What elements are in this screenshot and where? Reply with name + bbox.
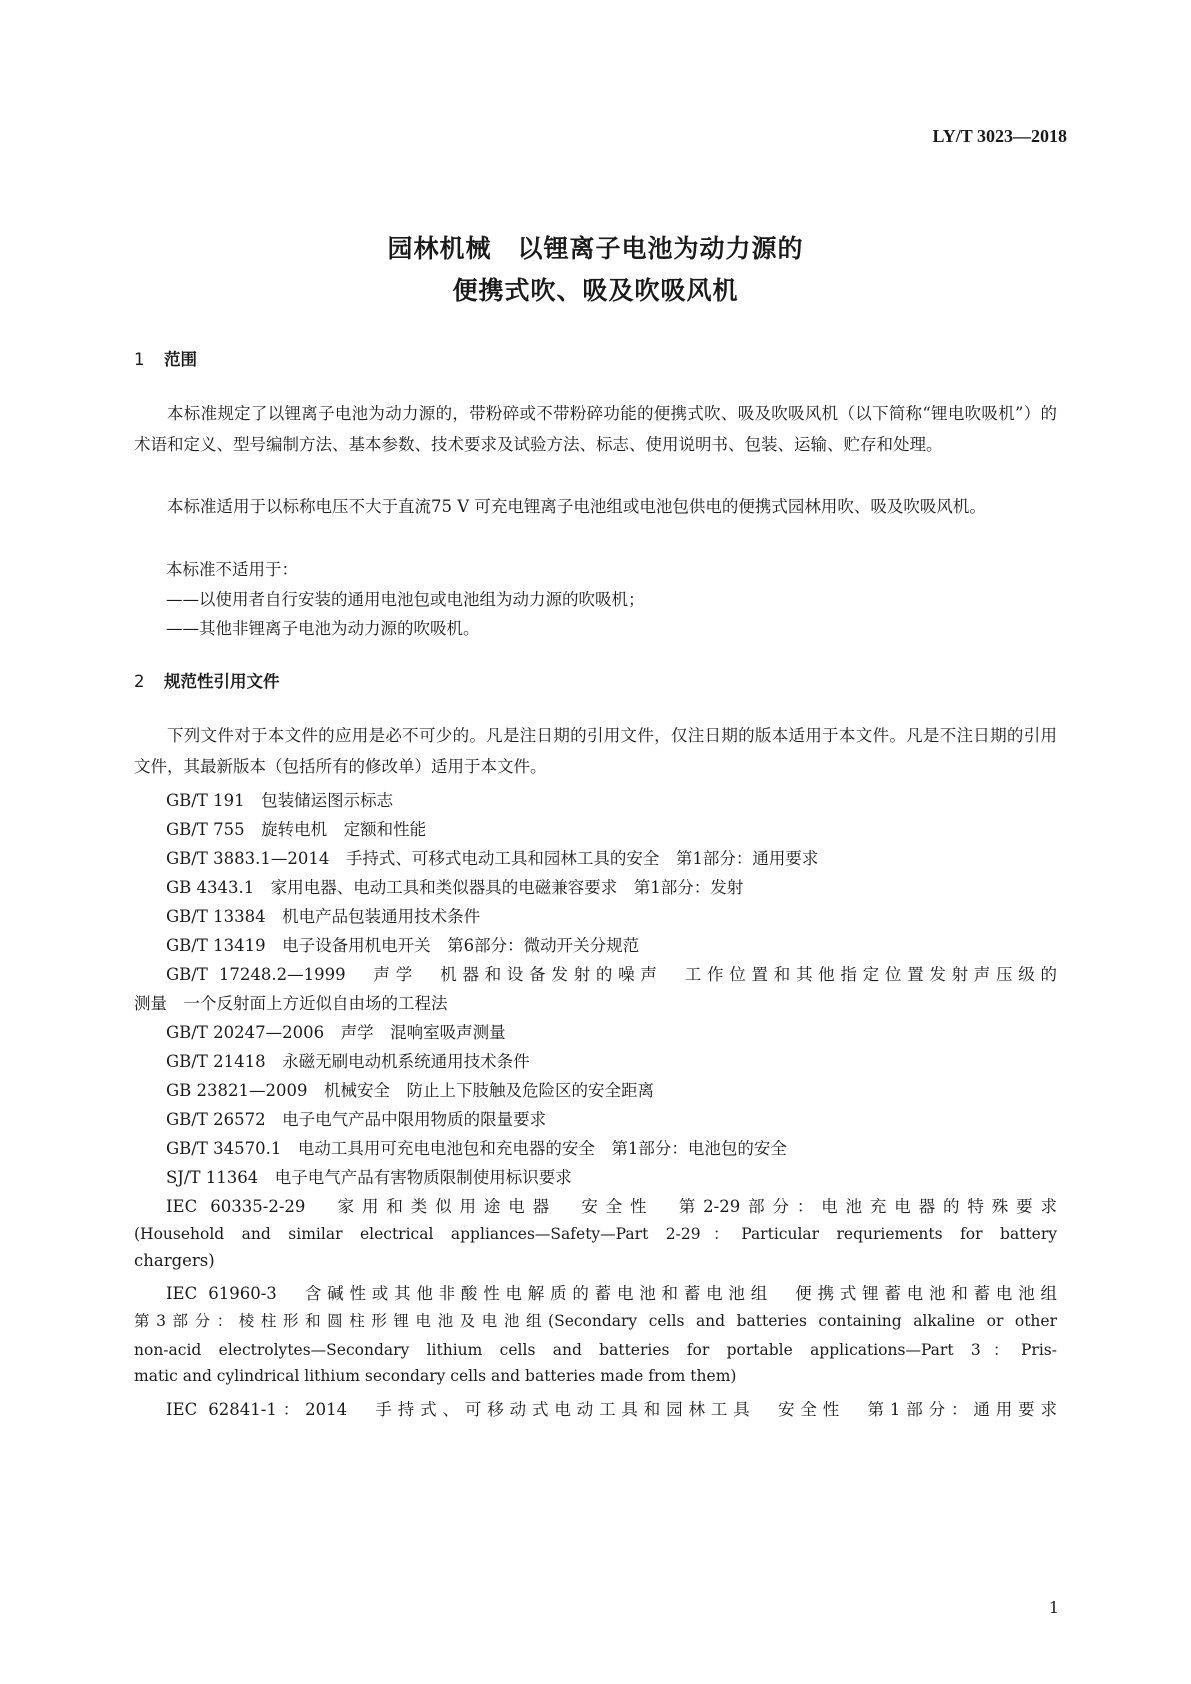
- reference-entry: GB/T 17248.2—1999 声学 机器和设备发射的噪声 工作位置和其他指定位置发射声压级的: [166, 965, 1057, 984]
- scope-exclusion-item: ——其他非锂离子电池为动力源的吹吸机。: [166, 619, 480, 638]
- section-title: 范围: [164, 350, 197, 369]
- section-number: 2: [134, 672, 145, 691]
- reference-entry: GB/T 13384 机电产品包装通用技术条件: [166, 907, 481, 926]
- reference-entry-continued: chargers): [134, 1251, 215, 1270]
- title-part-a: 园林机械: [387, 234, 492, 263]
- title-line-1: [0, 228, 1191, 270]
- standard-code: LY/T 3023—2018: [932, 126, 1067, 146]
- reference-entry: GB/T 34570.1 电动工具用可充电电池包和充电器的安全 第1部分：电池包的安全: [166, 1139, 787, 1158]
- reference-entry: GB 4343.1 家用电器、电动工具和类似器具的电磁兼容要求 第1部分：发射: [166, 878, 744, 897]
- reference-entry: GB/T 21418 永磁无刷电动机系统通用技术条件: [166, 1052, 530, 1071]
- reference-entry: IEC 60335-2-29 家用和类似用途电器 安全性 第2-29部分：电池充电器的特殊要求: [166, 1197, 1057, 1216]
- reference-entry: GB/T 26572 电子电气产品中限用物质的限量要求: [166, 1110, 547, 1129]
- reference-entry: GB/T 20247—2006 声学 混响室吸声测量: [166, 1023, 506, 1042]
- reference-entry-continued: 第3部分：棱柱形和圆柱形锂电池及电池组(Secondary cells and batteries containing alkaline or other: [134, 1312, 1057, 1330]
- reference-entry: IEC 62841-1：2014 手持式、可移动式电动工具和园林工具 安全性 第1部分：通用要求: [166, 1400, 1057, 1419]
- reference-entry-continued: non-acid electrolytes—Secondary lithium cells and batteries for portable applications—Part 3：Pris-: [134, 1341, 1057, 1359]
- page-number: 1: [1048, 1598, 1059, 1617]
- scope-paragraph-1: 本标准规定了以锂离子电池为动力源的，带粉碎或不带粉碎功能的便携式吹、吸及吹吸风机（以下简称“锂电吹吸机”）的术语和定义、型号编制方法、基本参数、技术要求及试验方法、标志、使用说明书、包装、运输、贮存和处理。: [134, 404, 1057, 455]
- document-title: [0, 228, 1191, 312]
- reference-entry-continued: 测量 一个反射面上方近似自由场的工程法: [134, 994, 448, 1013]
- reference-entry: SJ/T 11364 电子电气产品有害物质限制使用标识要求: [166, 1168, 572, 1187]
- normative-references-intro: 下列文件对于本文件的应用是必不可少的。凡是注日期的引用文件，仅注日期的版本适用于本文件。凡是不注日期的引用文件，其最新版本（包括所有的修改单）适用于本文件。: [134, 726, 1057, 777]
- reference-entry-continued: matic and cylindrical lithium secondary cells and batteries made from them): [134, 1367, 737, 1385]
- section-number: 1: [134, 350, 145, 369]
- section-1-heading: [134, 346, 197, 370]
- scope-exclusion-item: ——以使用者自行安装的通用电池包或电池组为动力源的吹吸机；: [166, 590, 645, 609]
- reference-entry: GB/T 13419 电子设备用机电开关 第6部分：微动开关分规范: [166, 936, 640, 955]
- reference-entry: GB/T 191 包装储运图示标志: [166, 791, 394, 810]
- title-part-b: 以锂离子电池为动力源的: [517, 234, 804, 263]
- scope-exclusion-intro: 本标准不适用于：: [166, 560, 298, 579]
- reference-entry: GB/T 3883.1—2014 手持式、可移式电动工具和园林工具的安全 第1部分：通用要求: [166, 849, 819, 868]
- title-line-2: 便携式吹、吸及吹吸风机: [452, 276, 739, 305]
- reference-entry: GB 23821—2009 机械安全 防止上下肢触及危险区的安全距离: [166, 1081, 655, 1100]
- reference-entry-continued: (Household and similar electrical appliances—Safety—Part 2-29：Particular requriements for battery: [134, 1225, 1057, 1243]
- reference-entry: GB/T 755 旋转电机 定额和性能: [166, 820, 427, 839]
- reference-entry: IEC 61960-3 含碱性或其他非酸性电解质的蓄电池和蓄电池组 便携式锂蓄电池和蓄电池组: [166, 1284, 1057, 1303]
- section-2-heading: [134, 668, 280, 692]
- section-title: 规范性引用文件: [164, 672, 280, 691]
- scope-paragraph-2: 本标准适用于以标称电压不大于直流75 V 可充电锂离子电池组或电池包供电的便携式园林用吹、吸及吹吸风机。: [167, 497, 986, 516]
